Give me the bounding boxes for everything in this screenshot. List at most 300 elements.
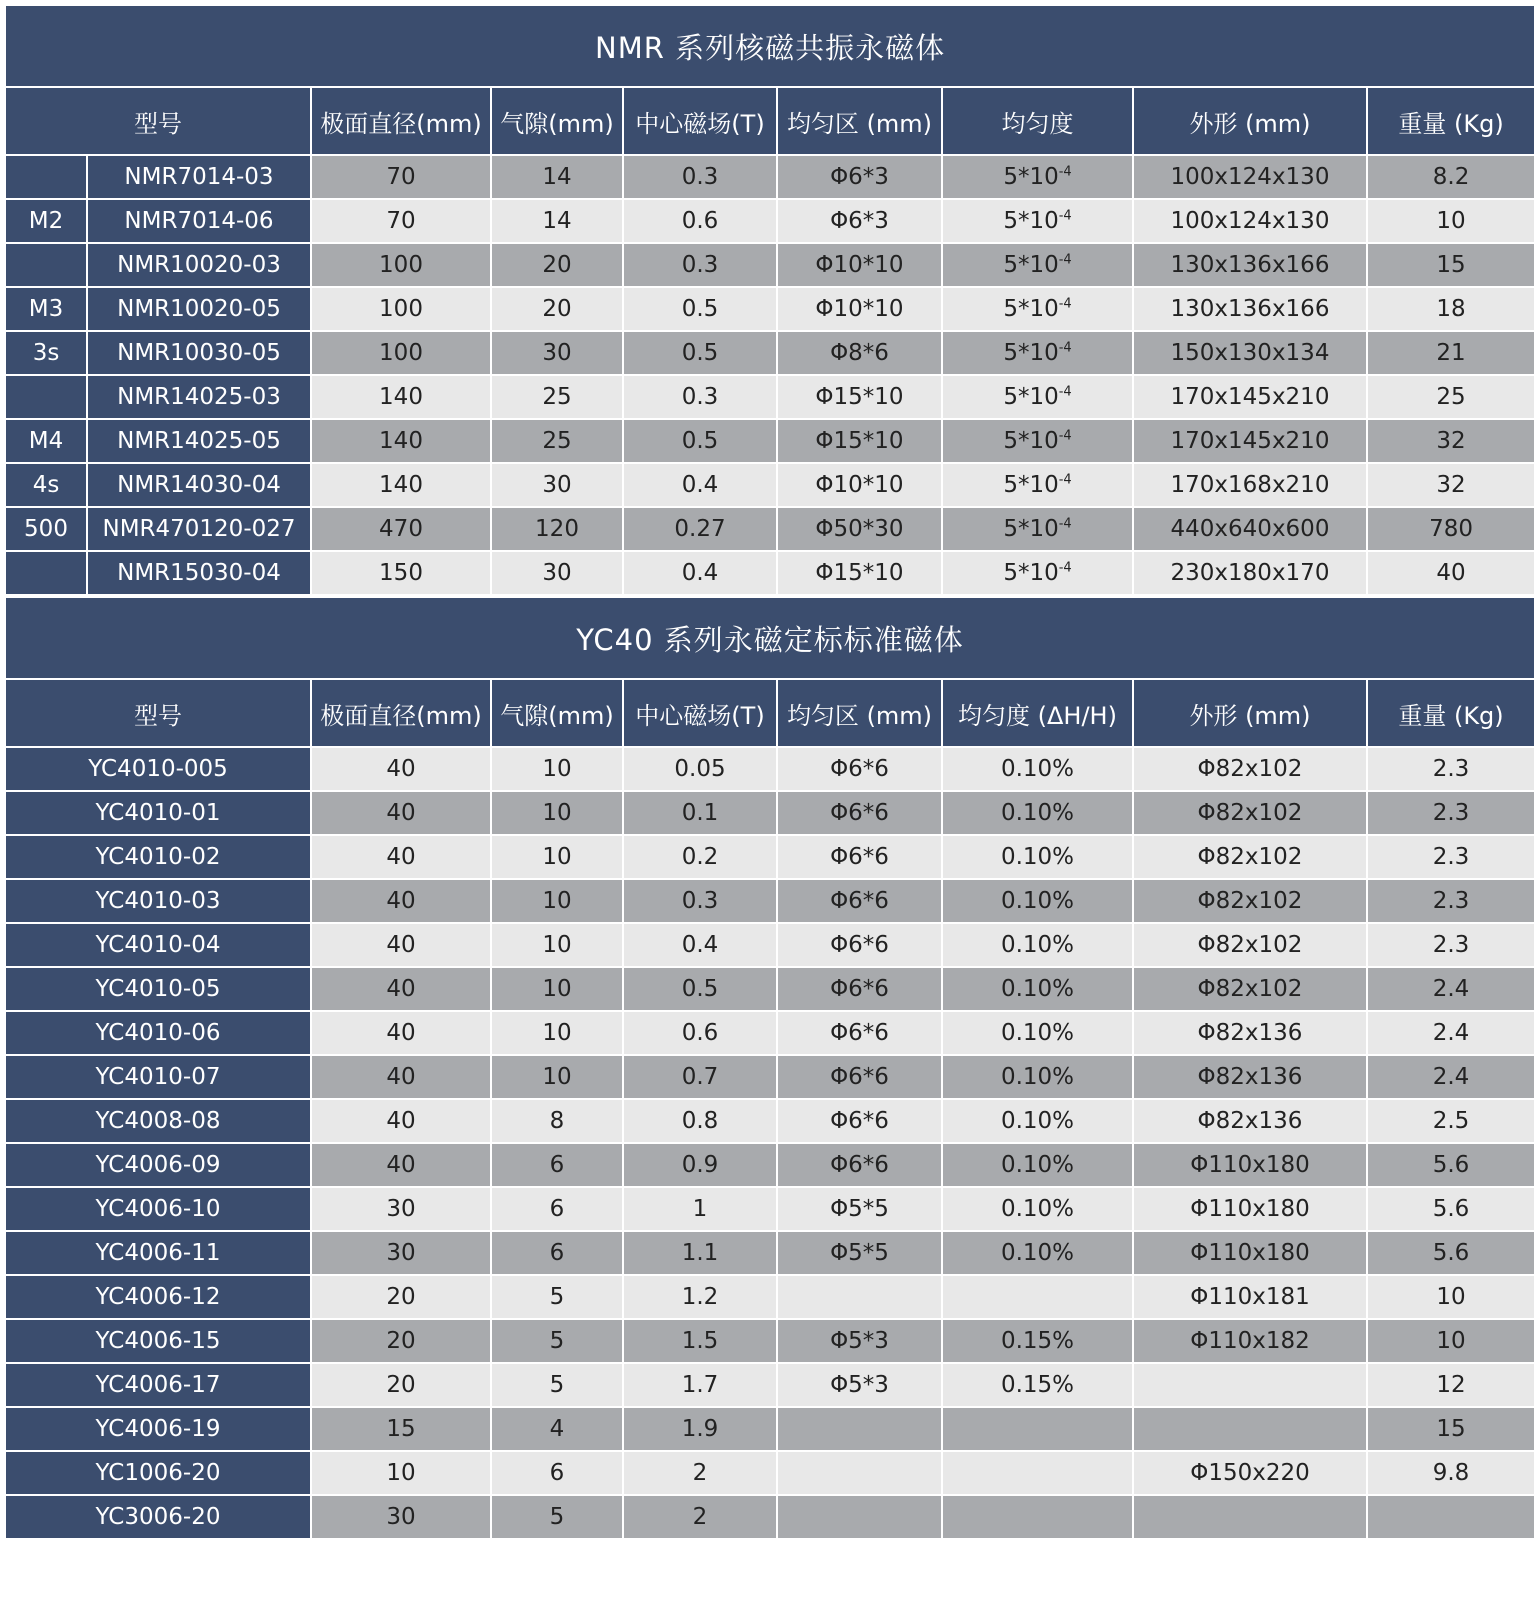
gap-cell: 5 xyxy=(491,1495,623,1539)
yc-table-row xyxy=(5,1363,1535,1407)
diameter-cell: 20 xyxy=(311,1275,491,1319)
diameter-cell: 30 xyxy=(311,1187,491,1231)
gap-cell: 25 xyxy=(491,375,623,419)
yc-table-row xyxy=(5,1319,1535,1363)
zone-cell: Φ10*10 xyxy=(777,463,942,507)
model-cell: NMR14025-05 xyxy=(87,419,311,463)
weight-cell: 10 xyxy=(1367,1319,1535,1363)
diameter-cell: 15 xyxy=(311,1407,491,1451)
model-cell: YC4006-12 xyxy=(5,1275,311,1319)
field-cell: 0.8 xyxy=(623,1099,777,1143)
model-cell: YC4008-08 xyxy=(5,1099,311,1143)
yc-table-row xyxy=(5,1495,1535,1539)
field-cell: 0.1 xyxy=(623,791,777,835)
yc-section-title: YC40 系列永磁定标标准磁体 xyxy=(5,597,1535,679)
zone-cell: Φ5*5 xyxy=(777,1231,942,1275)
uniformity-cell xyxy=(942,375,1133,419)
shape-cell: Φ82x136 xyxy=(1133,1099,1367,1143)
diameter-cell: 40 xyxy=(311,791,491,835)
gap-cell: 14 xyxy=(491,199,623,243)
shape-cell xyxy=(1133,1363,1367,1407)
weight-cell: 9.8 xyxy=(1367,1451,1535,1495)
uniformity-base: 5*10 xyxy=(1003,516,1059,542)
uniformity-exponent: -4 xyxy=(1058,340,1072,356)
diameter-cell: 140 xyxy=(311,419,491,463)
weight-cell: 5.6 xyxy=(1367,1187,1535,1231)
yc-table-row xyxy=(5,923,1535,967)
diameter-cell: 40 xyxy=(311,1055,491,1099)
uniformity-exponent: -4 xyxy=(1058,164,1072,180)
gap-cell: 10 xyxy=(491,747,623,791)
gap-cell: 10 xyxy=(491,1011,623,1055)
zone-cell: Φ6*6 xyxy=(777,1143,942,1187)
diameter-cell: 20 xyxy=(311,1363,491,1407)
model-cell: YC4010-03 xyxy=(5,879,311,923)
zone-cell: Φ5*5 xyxy=(777,1187,942,1231)
series-cell: M4 xyxy=(5,419,87,463)
yc-table-row xyxy=(5,791,1535,835)
shape-cell: 170x145x210 xyxy=(1133,419,1367,463)
diameter-cell: 30 xyxy=(311,1231,491,1275)
nmr-table-row xyxy=(5,331,1535,375)
gap-cell: 4 xyxy=(491,1407,623,1451)
series-cell xyxy=(5,375,87,419)
shape-cell: Φ82x102 xyxy=(1133,835,1367,879)
model-cell: YC4006-11 xyxy=(5,1231,311,1275)
yc-header-cell: 中心磁场(T) xyxy=(623,679,777,747)
zone-cell: Φ6*6 xyxy=(777,923,942,967)
shape-cell: Φ110x181 xyxy=(1133,1275,1367,1319)
uniformity-exponent: -4 xyxy=(1058,384,1072,400)
uniformity-cell xyxy=(942,331,1133,375)
gap-cell: 20 xyxy=(491,243,623,287)
gap-cell: 10 xyxy=(491,835,623,879)
model-cell: YC4006-17 xyxy=(5,1363,311,1407)
nmr-table-row xyxy=(5,243,1535,287)
diameter-cell: 40 xyxy=(311,1011,491,1055)
weight-cell: 2.3 xyxy=(1367,923,1535,967)
series-cell: 500 xyxy=(5,507,87,551)
model-cell: YC1006-20 xyxy=(5,1451,311,1495)
zone-cell: Φ10*10 xyxy=(777,287,942,331)
gap-cell: 5 xyxy=(491,1363,623,1407)
uniformity-cell: 0.10% xyxy=(942,835,1133,879)
uniformity-cell xyxy=(942,1451,1133,1495)
field-cell: 0.5 xyxy=(623,419,777,463)
weight-cell: 2.3 xyxy=(1367,791,1535,835)
diameter-cell: 150 xyxy=(311,551,491,595)
nmr-header-cell: 型号 xyxy=(5,87,311,155)
uniformity-exponent: -4 xyxy=(1058,252,1072,268)
spec-sheet xyxy=(4,4,1534,1540)
weight-cell: 2.4 xyxy=(1367,967,1535,1011)
diameter-cell: 70 xyxy=(311,155,491,199)
zone-cell: Φ6*6 xyxy=(777,747,942,791)
uniformity-exponent: -4 xyxy=(1058,428,1072,444)
series-cell: 4s xyxy=(5,463,87,507)
shape-cell: 230x180x170 xyxy=(1133,551,1367,595)
nmr-table-row xyxy=(5,375,1535,419)
uniformity-cell: 0.10% xyxy=(942,967,1133,1011)
model-cell: YC4010-06 xyxy=(5,1011,311,1055)
uniformity-cell xyxy=(942,155,1133,199)
shape-cell: Φ110x180 xyxy=(1133,1231,1367,1275)
yc-table-row xyxy=(5,1407,1535,1451)
diameter-cell: 40 xyxy=(311,923,491,967)
zone-cell: Φ5*3 xyxy=(777,1319,942,1363)
weight-cell: 2.5 xyxy=(1367,1099,1535,1143)
shape-cell: Φ82x102 xyxy=(1133,967,1367,1011)
weight-cell: 10 xyxy=(1367,1275,1535,1319)
model-cell: YC4010-07 xyxy=(5,1055,311,1099)
diameter-cell: 40 xyxy=(311,835,491,879)
uniformity-exponent: -4 xyxy=(1058,208,1072,224)
gap-cell: 30 xyxy=(491,551,623,595)
uniformity-base: 5*10 xyxy=(1003,252,1059,278)
model-cell: NMR470120-027 xyxy=(87,507,311,551)
weight-cell: 2.4 xyxy=(1367,1011,1535,1055)
nmr-header-cell: 重量 (Kg) xyxy=(1367,87,1535,155)
yc-table-row xyxy=(5,967,1535,1011)
diameter-cell: 40 xyxy=(311,1099,491,1143)
zone-cell: Φ6*6 xyxy=(777,1055,942,1099)
model-cell: YC4006-19 xyxy=(5,1407,311,1451)
yc-table-row xyxy=(5,1275,1535,1319)
gap-cell: 14 xyxy=(491,155,623,199)
nmr-table-row xyxy=(5,419,1535,463)
shape-cell: Φ110x180 xyxy=(1133,1143,1367,1187)
yc-header-cell: 均匀区 (mm) xyxy=(777,679,942,747)
field-cell: 1 xyxy=(623,1187,777,1231)
diameter-cell: 140 xyxy=(311,463,491,507)
uniformity-base: 5*10 xyxy=(1003,472,1059,498)
model-cell: YC4006-10 xyxy=(5,1187,311,1231)
diameter-cell: 70 xyxy=(311,199,491,243)
zone-cell xyxy=(777,1275,942,1319)
yc-table-row xyxy=(5,747,1535,791)
nmr-table-row xyxy=(5,507,1535,551)
field-cell: 1.5 xyxy=(623,1319,777,1363)
gap-cell: 10 xyxy=(491,1055,623,1099)
shape-cell: Φ110x180 xyxy=(1133,1187,1367,1231)
uniformity-exponent: -4 xyxy=(1058,296,1072,312)
nmr-table-row xyxy=(5,463,1535,507)
series-cell: M3 xyxy=(5,287,87,331)
uniformity-cell: 0.10% xyxy=(942,879,1133,923)
weight-cell: 15 xyxy=(1367,1407,1535,1451)
nmr-header-cell: 均匀区 (mm) xyxy=(777,87,942,155)
shape-cell: 100x124x130 xyxy=(1133,155,1367,199)
gap-cell: 25 xyxy=(491,419,623,463)
gap-cell: 6 xyxy=(491,1143,623,1187)
weight-cell: 12 xyxy=(1367,1363,1535,1407)
nmr-header-cell: 气隙(mm) xyxy=(491,87,623,155)
zone-cell: Φ15*10 xyxy=(777,551,942,595)
field-cell: 0.9 xyxy=(623,1143,777,1187)
yc-table-row xyxy=(5,1231,1535,1275)
uniformity-cell xyxy=(942,199,1133,243)
field-cell: 0.5 xyxy=(623,287,777,331)
field-cell: 0.7 xyxy=(623,1055,777,1099)
uniformity-base: 5*10 xyxy=(1003,384,1059,410)
uniformity-cell: 0.10% xyxy=(942,1055,1133,1099)
gap-cell: 120 xyxy=(491,507,623,551)
nmr-header-cell: 外形 (mm) xyxy=(1133,87,1367,155)
diameter-cell: 10 xyxy=(311,1451,491,1495)
yc-header-cell: 型号 xyxy=(5,679,311,747)
zone-cell: Φ5*3 xyxy=(777,1363,942,1407)
shape-cell: Φ110x182 xyxy=(1133,1319,1367,1363)
diameter-cell: 30 xyxy=(311,1495,491,1539)
diameter-cell: 140 xyxy=(311,375,491,419)
zone-cell: Φ10*10 xyxy=(777,243,942,287)
model-cell: NMR7014-03 xyxy=(87,155,311,199)
uniformity-cell: 0.10% xyxy=(942,923,1133,967)
yc-header-cell: 极面直径(mm) xyxy=(311,679,491,747)
zone-cell: Φ6*6 xyxy=(777,1099,942,1143)
weight-cell: 40 xyxy=(1367,551,1535,595)
gap-cell: 6 xyxy=(491,1451,623,1495)
weight-cell: 5.6 xyxy=(1367,1231,1535,1275)
model-cell: NMR15030-04 xyxy=(87,551,311,595)
yc-table-row xyxy=(5,1451,1535,1495)
uniformity-exponent: -4 xyxy=(1058,560,1072,576)
zone-cell xyxy=(777,1407,942,1451)
model-cell: NMR10030-05 xyxy=(87,331,311,375)
shape-cell: 130x136x166 xyxy=(1133,287,1367,331)
series-cell: M2 xyxy=(5,199,87,243)
uniformity-base: 5*10 xyxy=(1003,164,1059,190)
field-cell: 1.1 xyxy=(623,1231,777,1275)
yc-table-row xyxy=(5,1187,1535,1231)
model-cell: YC4010-04 xyxy=(5,923,311,967)
uniformity-cell xyxy=(942,287,1133,331)
model-cell: YC4010-02 xyxy=(5,835,311,879)
field-cell: 0.05 xyxy=(623,747,777,791)
zone-cell xyxy=(777,1451,942,1495)
diameter-cell: 100 xyxy=(311,287,491,331)
uniformity-cell xyxy=(942,463,1133,507)
weight-cell: 2.3 xyxy=(1367,835,1535,879)
field-cell: 0.5 xyxy=(623,331,777,375)
uniformity-cell: 0.10% xyxy=(942,1099,1133,1143)
nmr-section-title: NMR 系列核磁共振永磁体 xyxy=(5,5,1535,87)
model-cell: YC4010-01 xyxy=(5,791,311,835)
series-cell xyxy=(5,155,87,199)
gap-cell: 30 xyxy=(491,463,623,507)
model-cell: NMR10020-03 xyxy=(87,243,311,287)
uniformity-exponent: -4 xyxy=(1058,516,1072,532)
uniformity-cell xyxy=(942,1495,1133,1539)
zone-cell: Φ8*6 xyxy=(777,331,942,375)
zone-cell: Φ6*6 xyxy=(777,1011,942,1055)
shape-cell: Φ82x102 xyxy=(1133,791,1367,835)
yc-table-row xyxy=(5,1099,1535,1143)
model-cell: YC4010-005 xyxy=(5,747,311,791)
uniformity-base: 5*10 xyxy=(1003,296,1059,322)
diameter-cell: 40 xyxy=(311,1143,491,1187)
weight-cell: 5.6 xyxy=(1367,1143,1535,1187)
shape-cell xyxy=(1133,1407,1367,1451)
model-cell: YC4010-05 xyxy=(5,967,311,1011)
field-cell: 0.4 xyxy=(623,923,777,967)
zone-cell: Φ6*6 xyxy=(777,879,942,923)
uniformity-cell xyxy=(942,551,1133,595)
shape-cell: Φ82x102 xyxy=(1133,923,1367,967)
gap-cell: 6 xyxy=(491,1231,623,1275)
series-cell xyxy=(5,551,87,595)
field-cell: 0.2 xyxy=(623,835,777,879)
weight-cell: 2.3 xyxy=(1367,879,1535,923)
field-cell: 0.3 xyxy=(623,879,777,923)
field-cell: 1.7 xyxy=(623,1363,777,1407)
model-cell: NMR7014-06 xyxy=(87,199,311,243)
uniformity-cell: 0.10% xyxy=(942,1011,1133,1055)
weight-cell: 8.2 xyxy=(1367,155,1535,199)
weight-cell xyxy=(1367,1495,1535,1539)
field-cell: 1.9 xyxy=(623,1407,777,1451)
nmr-header-cell: 中心磁场(T) xyxy=(623,87,777,155)
diameter-cell: 40 xyxy=(311,747,491,791)
shape-cell: Φ82x102 xyxy=(1133,879,1367,923)
field-cell: 0.6 xyxy=(623,1011,777,1055)
zone-cell: Φ50*30 xyxy=(777,507,942,551)
gap-cell: 30 xyxy=(491,331,623,375)
yc-header-cell: 气隙(mm) xyxy=(491,679,623,747)
yc-table-row xyxy=(5,1055,1535,1099)
zone-cell: Φ6*3 xyxy=(777,155,942,199)
uniformity-cell: 0.10% xyxy=(942,791,1133,835)
model-cell: NMR14030-04 xyxy=(87,463,311,507)
field-cell: 0.3 xyxy=(623,155,777,199)
yc-header-cell: 外形 (mm) xyxy=(1133,679,1367,747)
shape-cell: Φ150x220 xyxy=(1133,1451,1367,1495)
uniformity-cell: 0.10% xyxy=(942,747,1133,791)
shape-cell: 170x168x210 xyxy=(1133,463,1367,507)
zone-cell: Φ15*10 xyxy=(777,419,942,463)
gap-cell: 10 xyxy=(491,791,623,835)
yc-table-row xyxy=(5,1143,1535,1187)
uniformity-base: 5*10 xyxy=(1003,428,1059,454)
zone-cell xyxy=(777,1495,942,1539)
weight-cell: 32 xyxy=(1367,463,1535,507)
uniformity-base: 5*10 xyxy=(1003,340,1059,366)
series-cell: 3s xyxy=(5,331,87,375)
field-cell: 0.27 xyxy=(623,507,777,551)
model-cell: NMR10020-05 xyxy=(87,287,311,331)
nmr-table-row xyxy=(5,287,1535,331)
shape-cell: 130x136x166 xyxy=(1133,243,1367,287)
field-cell: 0.3 xyxy=(623,243,777,287)
yc-header-cell: 均匀度 (ΔH/H) xyxy=(942,679,1133,747)
shape-cell: 100x124x130 xyxy=(1133,199,1367,243)
weight-cell: 25 xyxy=(1367,375,1535,419)
nmr-table xyxy=(4,4,1536,596)
yc-header-cell: 重量 (Kg) xyxy=(1367,679,1535,747)
shape-cell: 150x130x134 xyxy=(1133,331,1367,375)
diameter-cell: 470 xyxy=(311,507,491,551)
shape-cell xyxy=(1133,1495,1367,1539)
weight-cell: 21 xyxy=(1367,331,1535,375)
zone-cell: Φ15*10 xyxy=(777,375,942,419)
gap-cell: 8 xyxy=(491,1099,623,1143)
uniformity-cell xyxy=(942,243,1133,287)
uniformity-cell: 0.15% xyxy=(942,1319,1133,1363)
field-cell: 2 xyxy=(623,1495,777,1539)
field-cell: 2 xyxy=(623,1451,777,1495)
shape-cell: 440x640x600 xyxy=(1133,507,1367,551)
diameter-cell: 40 xyxy=(311,879,491,923)
zone-cell: Φ6*3 xyxy=(777,199,942,243)
field-cell: 0.4 xyxy=(623,463,777,507)
diameter-cell: 40 xyxy=(311,967,491,1011)
diameter-cell: 100 xyxy=(311,243,491,287)
shape-cell: Φ82x136 xyxy=(1133,1011,1367,1055)
nmr-table-row xyxy=(5,551,1535,595)
uniformity-base: 5*10 xyxy=(1003,208,1059,234)
uniformity-cell: 0.15% xyxy=(942,1363,1133,1407)
gap-cell: 10 xyxy=(491,923,623,967)
weight-cell: 10 xyxy=(1367,199,1535,243)
gap-cell: 10 xyxy=(491,879,623,923)
uniformity-cell: 0.10% xyxy=(942,1231,1133,1275)
model-cell: YC4006-15 xyxy=(5,1319,311,1363)
uniformity-cell: 0.10% xyxy=(942,1187,1133,1231)
yc-table-row xyxy=(5,1011,1535,1055)
nmr-table-row xyxy=(5,199,1535,243)
diameter-cell: 100 xyxy=(311,331,491,375)
uniformity-exponent: -4 xyxy=(1058,472,1072,488)
uniformity-cell xyxy=(942,507,1133,551)
yc-table-row xyxy=(5,879,1535,923)
shape-cell: Φ82x136 xyxy=(1133,1055,1367,1099)
zone-cell: Φ6*6 xyxy=(777,967,942,1011)
nmr-header-row xyxy=(5,87,1535,155)
shape-cell: 170x145x210 xyxy=(1133,375,1367,419)
yc-table-row xyxy=(5,835,1535,879)
gap-cell: 10 xyxy=(491,967,623,1011)
gap-cell: 5 xyxy=(491,1275,623,1319)
zone-cell: Φ6*6 xyxy=(777,835,942,879)
uniformity-cell xyxy=(942,1407,1133,1451)
yc-header-row xyxy=(5,679,1535,747)
yc-table xyxy=(4,596,1536,1540)
nmr-header-cell: 极面直径(mm) xyxy=(311,87,491,155)
field-cell: 0.4 xyxy=(623,551,777,595)
gap-cell: 6 xyxy=(491,1187,623,1231)
weight-cell: 2.4 xyxy=(1367,1055,1535,1099)
weight-cell: 2.3 xyxy=(1367,747,1535,791)
weight-cell: 780 xyxy=(1367,507,1535,551)
uniformity-cell xyxy=(942,419,1133,463)
uniformity-cell xyxy=(942,1275,1133,1319)
model-cell: NMR14025-03 xyxy=(87,375,311,419)
nmr-table-row xyxy=(5,155,1535,199)
uniformity-cell: 0.10% xyxy=(942,1143,1133,1187)
nmr-header-cell: 均匀度 xyxy=(942,87,1133,155)
diameter-cell: 20 xyxy=(311,1319,491,1363)
field-cell: 0.6 xyxy=(623,199,777,243)
field-cell: 1.2 xyxy=(623,1275,777,1319)
series-cell xyxy=(5,243,87,287)
field-cell: 0.3 xyxy=(623,375,777,419)
zone-cell: Φ6*6 xyxy=(777,791,942,835)
shape-cell: Φ82x102 xyxy=(1133,747,1367,791)
model-cell: YC3006-20 xyxy=(5,1495,311,1539)
field-cell: 0.5 xyxy=(623,967,777,1011)
weight-cell: 32 xyxy=(1367,419,1535,463)
model-cell: YC4006-09 xyxy=(5,1143,311,1187)
